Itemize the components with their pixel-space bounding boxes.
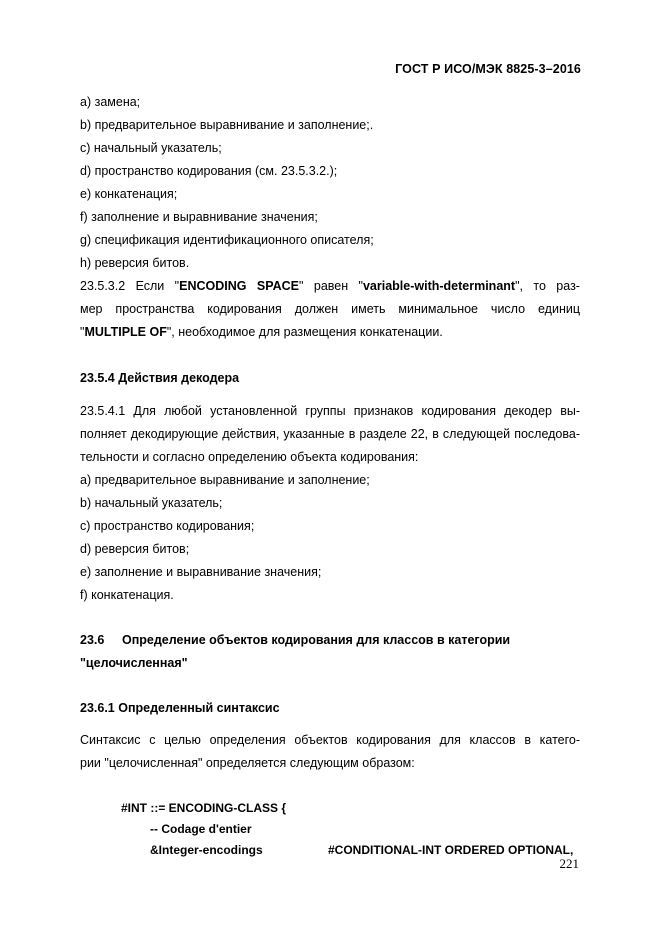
code-line: #INT ::= ENCODING-CLASS { [121, 801, 287, 815]
list-item: f) заполнение и выравнивание значения; [80, 210, 318, 224]
section-heading: 23.5.4 Действия декодера [80, 371, 240, 385]
list-item: b) начальный указатель; [80, 496, 223, 510]
list-item: e) конкатенация; [80, 187, 178, 201]
list-item: g) спецификация идентификационного описателя; [80, 233, 374, 247]
list-item: b) предварительное выравнивание и заполнение;. [80, 118, 374, 132]
paragraph-line: тельности и согласно определению объекта кодирования: [80, 450, 419, 464]
list-item: d) реверсия битов; [80, 542, 190, 556]
section-heading-cont: "целочисленная" [80, 656, 188, 670]
list-item: a) замена; [80, 95, 141, 109]
code-line: &Integer-encodings #CONDITIONAL-INT ORDERED OPTIONAL, [150, 843, 574, 857]
paragraph-line: 23.5.4.1 Для любой установленной группы признаков кодирования декодер вы- [80, 404, 580, 418]
code-comment: -- Codage d'entier [150, 822, 252, 836]
paragraph-line: 23.5.3.2 Если "ENCODING SPACE" равен "variable-with-determinant", то раз- [80, 279, 580, 293]
paragraph-line: рии "целочисленная" определяется следующим образом: [80, 756, 415, 770]
keyword-variable-with-determinant: variable-with-determinant [362, 279, 516, 293]
section-heading: 23.6 Определение объектов кодирования для классов в категории [80, 633, 511, 647]
keyword-multiple-of: MULTIPLE OF [84, 325, 167, 339]
document-header: ГОСТ Р ИСО/МЭК 8825-3–2016 [395, 62, 581, 76]
list-item: c) пространство кодирования; [80, 519, 255, 533]
subsection-heading: 23.6.1 Определенный синтаксис [80, 701, 280, 715]
list-item: e) заполнение и выравнивание значения; [80, 565, 322, 579]
paragraph-line: "MULTIPLE OF", необходимое для размещения конкатенации. [80, 325, 443, 339]
keyword-encoding-space: ENCODING SPACE [179, 279, 300, 293]
paragraph-line: полняет декодирующие действия, указанные в разделе 22, в следующей последова- [80, 427, 580, 441]
paragraph-line: мер пространства кодирования должен иметь минимальное число единиц [80, 302, 580, 316]
section-number: 23.6 [80, 633, 105, 647]
list-item: a) предварительное выравнивание и заполнение; [80, 473, 370, 487]
list-item: d) пространство кодирования (см. 23.5.3.2.); [80, 164, 338, 178]
list-item: h) реверсия битов. [80, 256, 190, 270]
paragraph-line: Синтаксис с целью определения объектов кодирования для классов в катего- [80, 733, 580, 747]
list-item: c) начальный указатель; [80, 141, 222, 155]
page-number: 221 [559, 856, 579, 871]
list-item: f) конкатенация. [80, 588, 174, 602]
